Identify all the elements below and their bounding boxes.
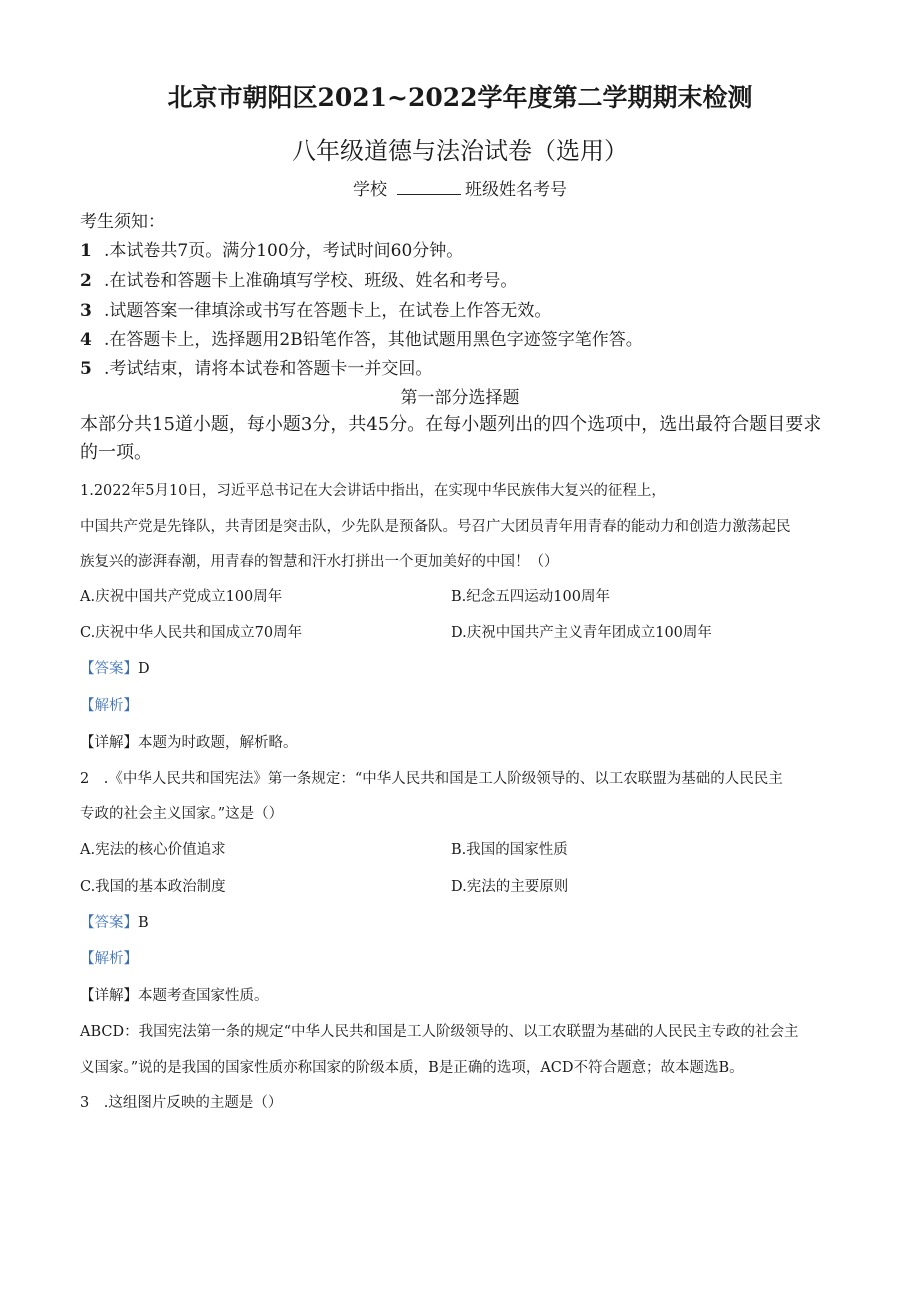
q2-stem-line-1: 2 .《中华人民共和国宪法》第一条规定：“中华人民共和国是工人阶级领导的、以工农联盟为基础的人民民主	[80, 771, 783, 787]
exam-subtitle: 八年级道德与法治试卷（选用）	[292, 137, 628, 165]
class-name-id-label: 班级姓名考号	[465, 180, 567, 200]
q1-analysis	[80, 694, 138, 715]
q2-option-c: C.我国的基本政治制度	[80, 879, 226, 895]
q1-option-c: C.庆祝中华人民共和国成立70周年	[80, 625, 303, 641]
part-one-intro-line-1: 本部分共15道小题，每小题3分，共45分。在每小题列出的四个选项中，选出最符合题目要求	[80, 414, 822, 435]
notice-item	[80, 354, 432, 379]
answer-tag: 【答案】	[80, 661, 138, 677]
q1-answer	[80, 657, 150, 678]
notice-item-text: .在试卷和答题卡上准确填写学校、班级、姓名和考号。	[104, 271, 518, 291]
notice-item-number: 3	[80, 301, 92, 321]
q1-stem-line-3: 族复兴的澎湃春潮，用青春的智慧和汗水打拼出一个更加美好的中国！（）	[80, 554, 559, 570]
notice-item	[80, 325, 643, 350]
notice-item-number: 4	[80, 330, 92, 350]
q1-stem-line-2: 中国共产党是先锋队，共青团是突击队，少先队是预备队。号召广大团员青年用青春的能动力和创造力激荡起民	[80, 519, 791, 535]
analysis-tag: 【解析】	[80, 698, 138, 714]
detail-tag: 【详解】	[80, 988, 138, 1004]
notice-item-text: .试题答案一律填涂或书写在答题卡上，在试卷上作答无效。	[104, 301, 552, 321]
q1-stem-line-1: 1.2022年5月10日，习近平总书记在大会讲话中指出，在实现中华民族伟大复兴的征程上，	[80, 483, 666, 499]
notice-item-text: .本试卷共7页。满分100分，考试时间60分钟。	[104, 241, 464, 261]
detail-tag: 【详解】	[80, 735, 138, 751]
exam-title: 北京市朝阳区2021~2022学年度第二学期期末检测	[167, 83, 753, 112]
q1-option-d: D.庆祝中国共产主义青年团成立100周年	[451, 625, 712, 641]
analysis-tag: 【解析】	[80, 951, 138, 967]
notice-item	[80, 296, 551, 321]
notice-item-number: 1	[80, 241, 92, 261]
q2-option-d: D.宪法的主要原则	[451, 879, 569, 895]
q2-analysis	[80, 947, 138, 968]
answer-value: D	[138, 661, 150, 677]
q1-option-b: B.纪念五四运动100周年	[451, 589, 610, 605]
q2-option-a: A.宪法的核心价值追求	[80, 842, 226, 858]
part-one-intro-line-2: 的一项。	[80, 442, 152, 463]
detail-text: 本题为时政题，解析略。	[138, 735, 298, 751]
notice-item-text: .在答题卡上，选择题用2B铅笔作答，其他试题用黑色字迹签字笔作答。	[104, 330, 643, 350]
school-label: 学校	[353, 180, 387, 200]
detail-text: 本题考查国家性质。	[138, 988, 269, 1004]
q1-option-a: A.庆祝中国共产党成立100周年	[80, 589, 283, 605]
answer-value: B	[138, 915, 149, 931]
notice-heading: 考生须知：	[80, 212, 165, 232]
q2-explanation-line-2: 义国家。”说的是我国的国家性质亦称国家的阶级本质，B是正确的选项，ACD不符合题意；故本题选B。	[80, 1060, 744, 1076]
answer-tag: 【答案】	[80, 915, 138, 931]
school-info-line	[0, 175, 920, 200]
q2-stem-line-2: 专政的社会主义国家。”这是（）	[80, 806, 284, 822]
notice-item-number: 5	[80, 359, 92, 379]
q3-stem-line-1: 3 .这组图片反映的主题是（）	[80, 1095, 283, 1111]
notice-item-number: 2	[80, 271, 92, 291]
q2-detail	[80, 984, 269, 1005]
notice-item-text: .考试结束，请将本试卷和答题卡一并交回。	[104, 359, 433, 379]
q2-option-b: B.我国的国家性质	[451, 842, 568, 858]
q1-detail	[80, 731, 298, 752]
notice-item	[80, 266, 517, 291]
q2-answer	[80, 911, 149, 932]
part-one-heading: 第一部分选择题	[400, 388, 520, 408]
notice-item	[80, 236, 463, 261]
school-blank	[397, 180, 461, 195]
q2-explanation-line-1: ABCD：我国宪法第一条的规定“中华人民共和国是工人阶级领导的、以工农联盟为基础的人民民主专政的社会主	[80, 1024, 799, 1040]
